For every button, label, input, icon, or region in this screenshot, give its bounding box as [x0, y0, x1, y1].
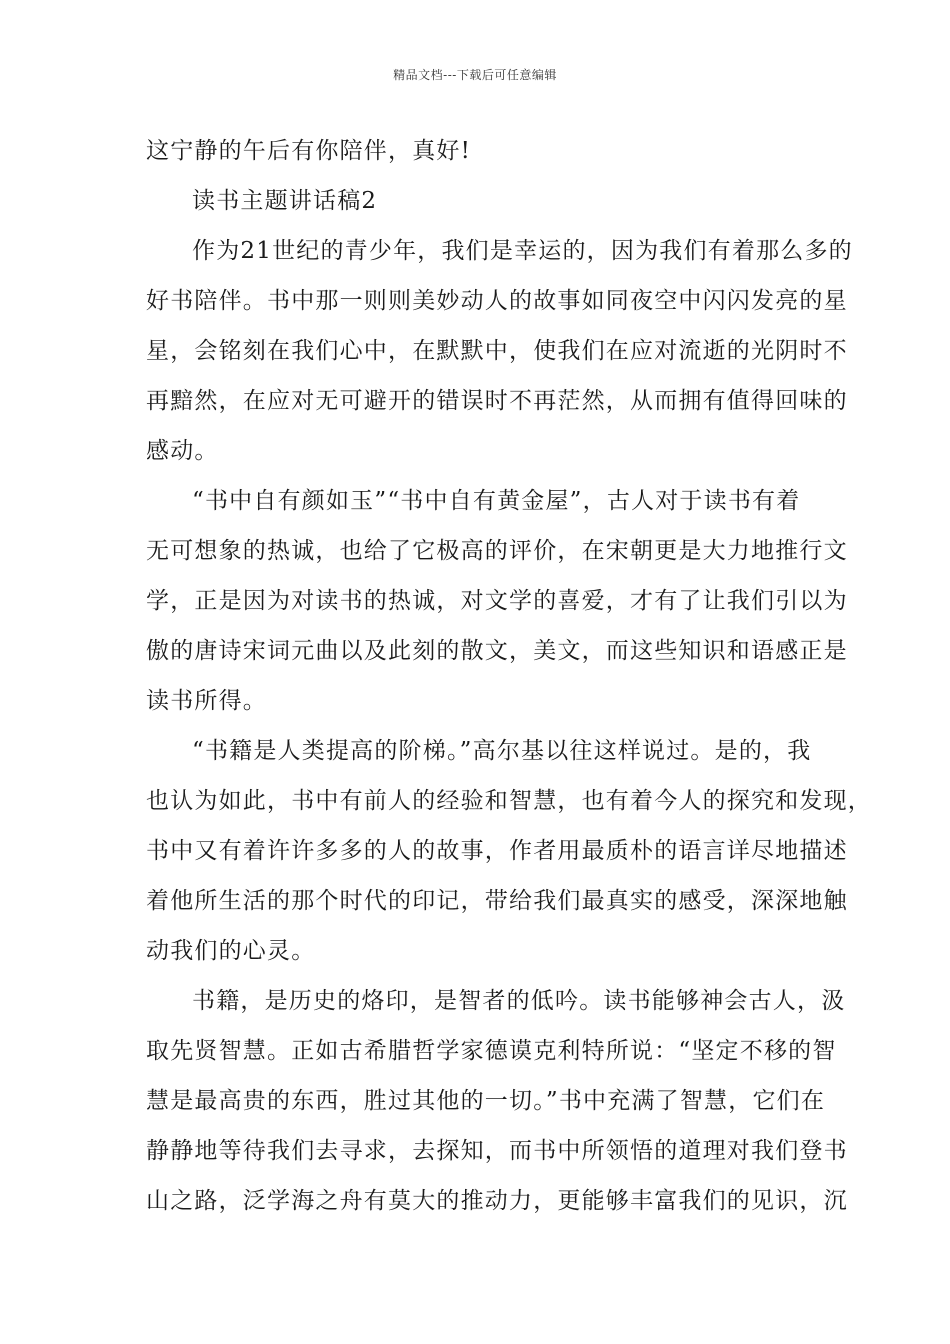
text-line: 取先贤智慧。正如古希腊哲学家德谟克利特所说：“坚定不移的智: [146, 1038, 837, 1064]
section-heading: 读书主题讲话稿2: [192, 188, 378, 214]
text-line: 着他所生活的那个时代的印记，带给我们最真实的感受，深深地触: [146, 888, 848, 914]
page-header: 精品文档---下载后可任意编辑: [393, 68, 557, 82]
text-line: 也认为如此，书中有前人的经验和智慧，也有着今人的探究和发现，: [146, 788, 872, 814]
text-line: 慧是最高贵的东西，胜过其他的一切。”书中充满了智慧，它们在: [146, 1088, 826, 1114]
text-line: 这宁静的午后有你陪伴，真好!: [146, 138, 472, 164]
text-line: 再黯然，在应对无可避开的错误时不再茫然，从而拥有值得回味的: [146, 388, 848, 414]
text-line: 学，正是因为对读书的热诚，对文学的喜爱，才有了让我们引以为: [146, 588, 848, 614]
text-line: 傲的唐诗宋词元曲以及此刻的散文，美文，而这些知识和语感正是: [146, 638, 848, 664]
text-line: 无可想象的热诚，也给了它极高的评价，在宋朝更是大力地推行文: [146, 538, 848, 564]
text-line: 好书陪伴。书中那一则则美妙动人的故事如同夜空中闪闪发亮的星: [146, 288, 848, 314]
text-line: 读书所得。: [146, 688, 267, 714]
text-line: 作为21世纪的青少年，我们是幸运的，因为我们有着那么多的: [192, 238, 853, 264]
text-line: 星，会铭刻在我们心中，在默默中，使我们在应对流逝的光阴时不: [146, 338, 848, 364]
text-line: 书籍，是历史的烙印，是智者的低吟。读书能够神会古人，汲: [192, 988, 846, 1014]
text-line: 静静地等待我们去寻求，去探知，而书中所领悟的道理对我们登书: [146, 1138, 848, 1164]
text-line: 书中又有着许许多多的人的故事，作者用最质朴的语言详尽地描述: [146, 838, 848, 864]
text-line: 感动。: [146, 438, 219, 464]
text-line: 动我们的心灵。: [146, 938, 316, 964]
text-line: “书籍是人类提高的阶梯。”高尔基以往这样说过。是的，我: [192, 738, 812, 764]
text-line: “书中自有颜如玉”“书中自有黄金屋”，古人对于读书有着: [192, 488, 801, 514]
text-line: 山之路，泛学海之舟有莫大的推动力，更能够丰富我们的见识，沉: [146, 1188, 848, 1214]
